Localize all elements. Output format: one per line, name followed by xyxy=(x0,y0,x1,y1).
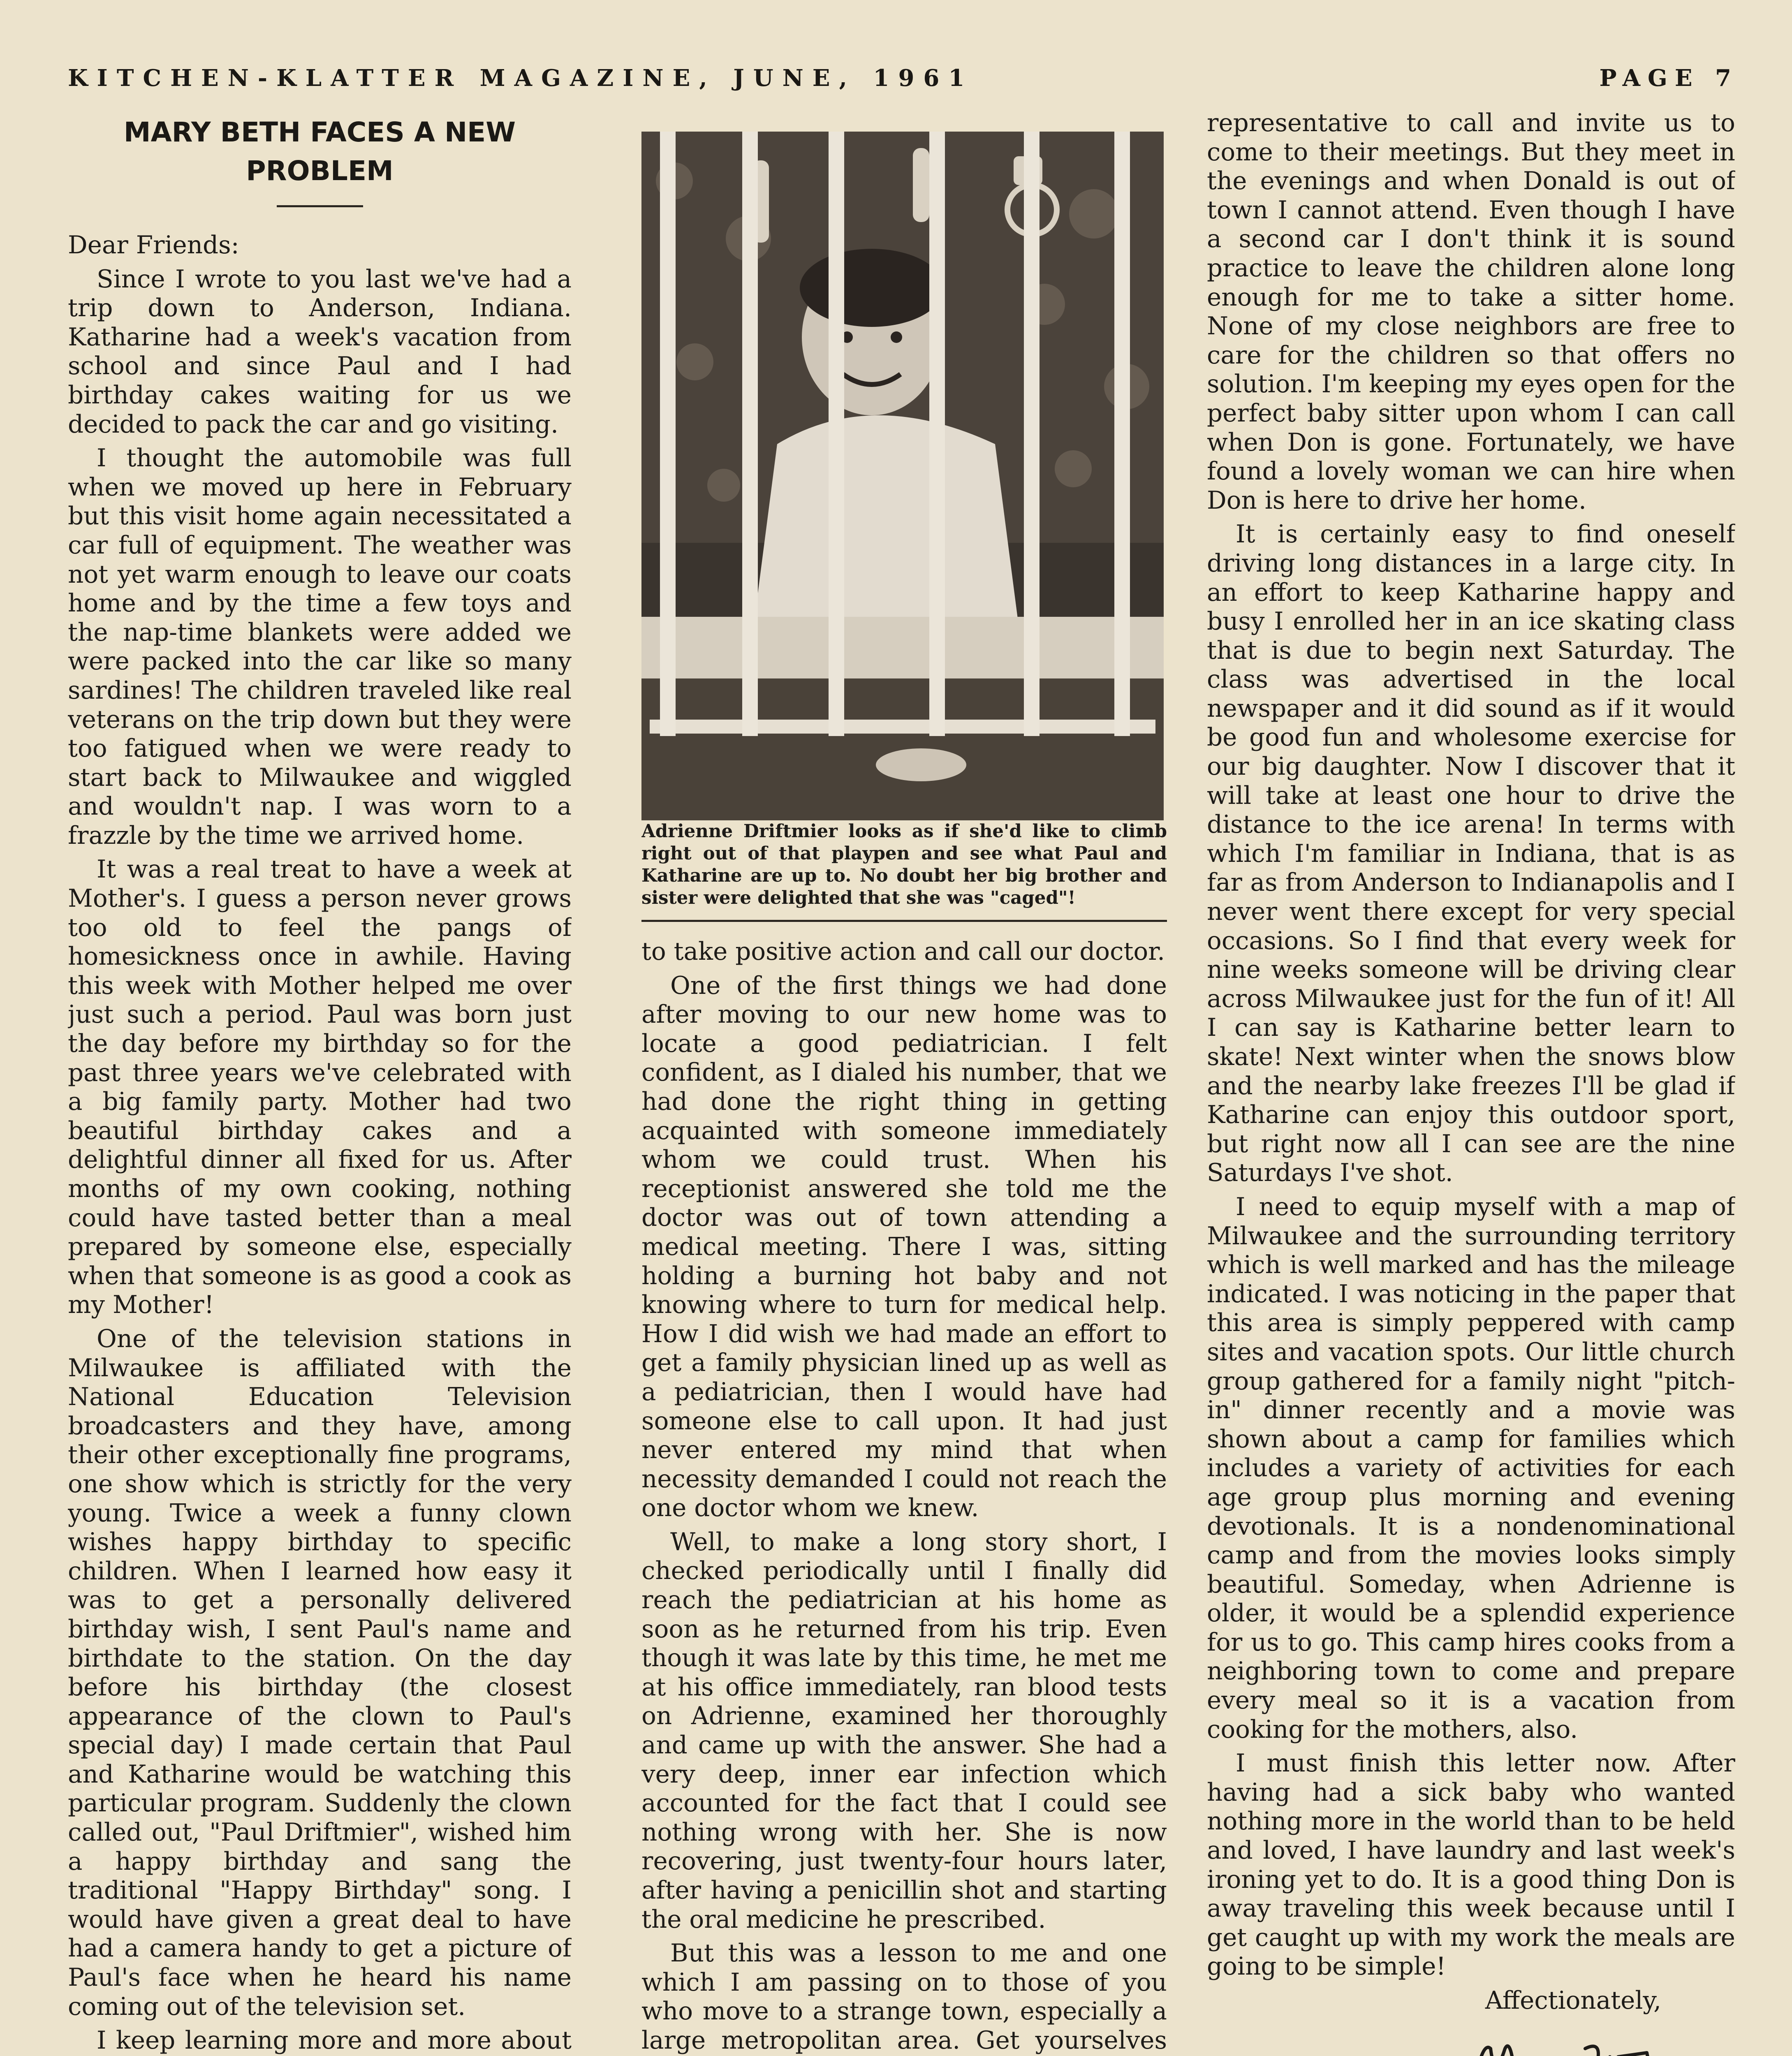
paragraph: representative to call and invite us to come to their meetings. But they meet in the evenings and when Donald is out of town I cannot attend. Even though I have a second car I don't think it is sound practice to leave the children alone long enough for me to take a sitter home. None of my close neighbors are free to care for the children so that offers no solution. I'm keeping my eyes open for the perfect baby sitter upon whom I can call when Don is gone. Fortunately, we have found a lovely woman we can hire when Don is here to drive her home. xyxy=(1207,109,1735,515)
article-title: MARY BETH FACES A NEW PROBLEM xyxy=(123,116,516,187)
paragraph: But this was a lesson to me and one which I am passing on to those of you who move to a strange town, especially a large metropolitan area. Get yourselves xyxy=(641,1939,1167,2055)
signature-image xyxy=(1466,2024,1659,2056)
paragraph: It is certainly easy to find oneself driving long distances in a large city. In an effort to keep Katharine happy and busy I enrolled her in an ice skating class that is due to begin next Saturday. The class was advertised in the local newspaper and it did sound as if it would be good fun and wholesome exercise for our big daughter. Now I discover that it will take at least one hour to drive the distance to the ice arena! In terms with which I'm familiar in Indiana, that is as far as from Anderson to Indianapolis and I never went there except for very special occasions. So I find that every week for nine weeks someone will be driving clear across Milwaukee just for the fun of it! All I can say is Katharine better learn to skate! Next winter when the snows blow and the nearby lake freezes I'll be glad if Katharine can enjoy this outdoor sport, but right now all I can see are the nine Saturdays I've shot. xyxy=(1207,520,1735,1188)
photo-caption: Adrienne Driftmier looks as if she'd like to climb right out of that playpen and see what Paul and Katharine are up to. No doubt her big brother and sister were delighted that she was "caged"! xyxy=(641,820,1167,922)
paragraph: I need to equip myself with a map of Milwaukee and the surrounding territory which is well marked and has the mileage indicated. I was noticing in the paper that this area is simply peppered with camp sites and vacation spots. Our little church group gathered for a family night "pitch-in" dinner recently and a movie was shown about a camp for families which includes a variety of activities for each age group plus morning and evening devotionals. It is a nondenominational camp and from the movies looks simply beautiful. Someday, when Adrienne is older, it would be a splendid experience for us to go. This camp hires cooks from a neighboring town to come and prepare every meal so it is a vacation from cooking for the mothers, also. xyxy=(1207,1192,1735,1744)
paragraph: to take positive action and call our doctor. xyxy=(641,938,1165,966)
paragraph: Since I wrote to you last we've had a trip down to Anderson, Indiana. Katharine had a week's vacation from school and since Paul and I had birthday cakes waiting for us we decided to pack the car and go visiting. xyxy=(68,265,572,439)
column-3 xyxy=(1207,109,1735,2056)
baby-in-playpen-photo xyxy=(641,132,1164,820)
salutation: Dear Friends: xyxy=(68,231,239,259)
page-header xyxy=(68,62,1739,95)
page-number: PAGE 7 xyxy=(1599,65,1739,92)
paragraph: One of the first things we had done after moving to our new home was to locate a good pediatrician. I felt confident, as I dialed his number, that we had done the right thing in getting acquainted with someone immediately whom we could trust. When his receptionist answered she told me the doctor was out of town attending a medical meeting. There I was, sitting holding a burning hot baby and not knowing where to turn for medical help. How I did wish we had made an effort to get a family physician lined up as well as a pediatrician, then I would have had someone else to call upon. It had just never entered my mind that when necessity demanded I could not reach the one doctor whom we knew. xyxy=(641,971,1167,1523)
paragraph: Well, to make a long story short, I checked periodically until I finally did reach the pediatrician at his home as soon as he returned from his trip. Even though it was late by this time, he met me at his office immediately, ran blood tests on Adrienne, examined her thoroughly and came up with the answer. She had a very deep, inner ear infection which accounted for the fact that I could see nothing wrong with her. She is now recovering, just twenty-four hours later, after having a penicillin shot and starting the oral medicine he prescribed. xyxy=(641,1528,1167,1934)
paragraph: I must finish this letter now. After having had a sick baby who wanted nothing more in the world than to be held and loved, I have laundry and last week's ironing yet to do. It is a good thing Don is away traveling this week because until I get caught up with my work the meals are going to be simple! xyxy=(1207,1749,1735,1981)
paragraph: I keep learning more and more about xyxy=(97,2026,572,2055)
column-1 xyxy=(68,109,572,2056)
closing: Affectionately, xyxy=(1485,1987,1661,2015)
column-2 xyxy=(641,109,1167,2056)
masthead: KITCHEN-KLATTER MAGAZINE, JUNE, 1961 xyxy=(68,65,974,92)
paragraph: One of the television stations in Milwaukee is affiliated with the National Education Television broadcasters and they have, among their other exceptionally fine programs, one show which is strictly for the very young. Twice a week a funny clown wishes happy birthday to specific children. When I learned how easy it was to get a personally delivered birthday wish, I sent Paul's name and birthdate to the station. On the day before his birthday (the closest appearance of the clown to Paul's special day) I made certain that Paul and Katharine would be watching this particular program. Suddenly the clown called out, "Paul Driftmier", wished him a happy birthday and sang the traditional "Happy Birthday" song. I would have given a great deal to have had a camera handy to get a picture of Paul's face when he heard his name coming out of the television set. xyxy=(68,1324,572,2021)
paragraph: I thought the automobile was full when we moved up here in February but this visit home again necessitated a car full of equipment. The weather was not yet warm enough to leave our coats home and by the time a few toys and the nap-time blankets were added we were packed into the car like so many sardines! The children traveled like real veterans on the trip down but they were too fatigued when we were ready to start back to Milwaukee and wiggled and wouldn't nap. I was worn to a frazzle by the time we arrived home. xyxy=(68,444,572,850)
signature xyxy=(1466,2024,1659,2056)
title-rule xyxy=(277,205,363,207)
photo-illustration xyxy=(641,132,1164,820)
paragraph: It was a real treat to have a week at Mother's. I guess a person never grows too old to feel the pangs of homesickness once in awhile. Having this week with Mother helped me over just such a period. Paul was born just the day before my birthday so for the past three years we've celebrated with a big family party. Mother had two beautiful birthday cakes and a delightful dinner all fixed for us. After months of my own cooking, nothing could have tasted better than a meal prepared by someone else, especially when that someone is as good a cook as my Mother! xyxy=(68,855,572,1320)
